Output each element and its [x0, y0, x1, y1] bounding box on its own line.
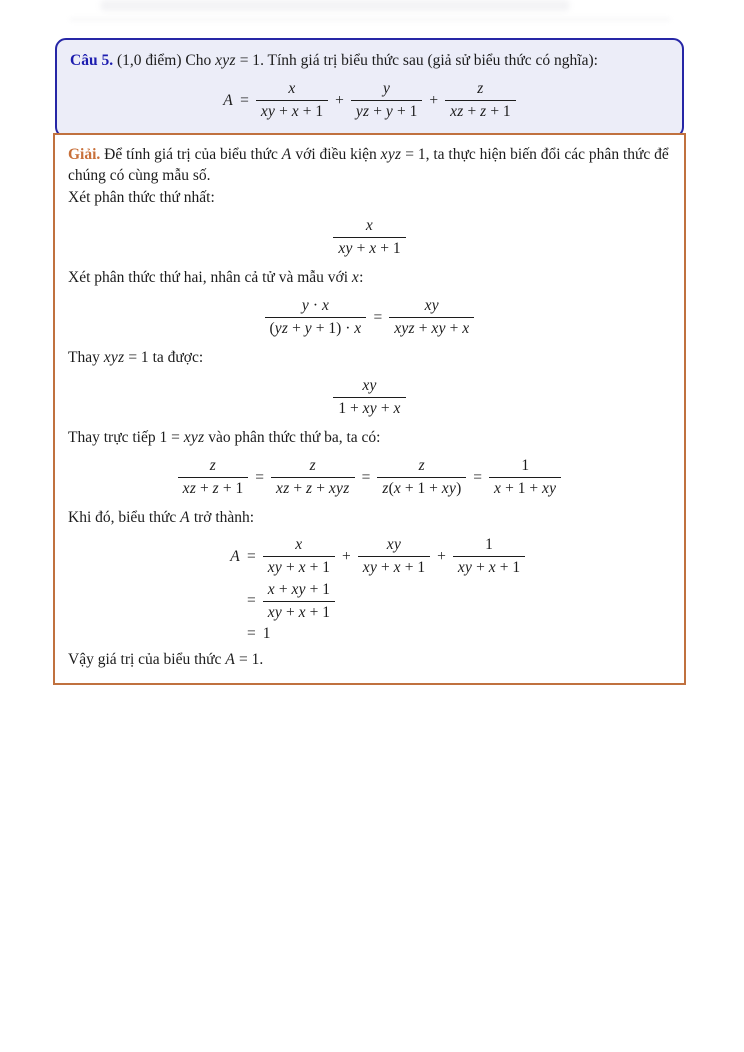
- equals-sign: =: [247, 547, 256, 565]
- fraction-denominator: xy + x + 1: [263, 601, 335, 622]
- equals-sign: =: [240, 91, 249, 109]
- fraction: [445, 80, 516, 121]
- plus-sign: +: [342, 547, 351, 565]
- faded-page-top-artifact-2: [70, 17, 670, 22]
- fraction: [256, 80, 328, 121]
- fraction-numerator: 1: [521, 457, 530, 475]
- problem-text-pre: (1,0 điểm) Cho: [113, 52, 216, 69]
- equals-sign: =: [473, 468, 483, 486]
- step1-text: Xét phân thức thứ nhất:: [68, 188, 215, 206]
- solution-text: :: [359, 268, 364, 286]
- fraction: [263, 581, 335, 622]
- fraction-denominator: xz + z + 1: [445, 100, 516, 121]
- equals-sign: =: [247, 625, 256, 643]
- step2-text: [68, 267, 671, 288]
- fraction: [489, 457, 561, 498]
- solution-text: Để tính giá trị của biểu thức: [100, 146, 282, 163]
- derivation-block: [226, 536, 671, 643]
- fraction-denominator: xy + x + 1: [333, 237, 405, 258]
- fraction-denominator: xz + z + xyz: [271, 477, 355, 498]
- fraction-numerator: z: [209, 457, 217, 475]
- fraction-denominator: xyz + xy + x: [389, 317, 474, 338]
- fraction-denominator: x + 1 + xy: [489, 477, 561, 498]
- fraction: [377, 457, 466, 498]
- inline-math-result: A = 1: [225, 651, 260, 669]
- fraction: [178, 457, 249, 498]
- equals-sign: =: [255, 468, 265, 486]
- fraction-numerator: x: [295, 536, 303, 554]
- solution-text: Xét phân thức thứ hai, nhân cả tử và mẫu với: [68, 268, 352, 286]
- fraction-denominator: xz + z + 1: [178, 477, 249, 498]
- fraction-numerator: z: [309, 457, 316, 475]
- step2-formula: [68, 297, 671, 338]
- fraction-denominator: xy + x + 1: [453, 556, 525, 577]
- fraction: [389, 297, 474, 338]
- derivation-result: 1: [262, 625, 271, 643]
- fraction-numerator: z: [418, 457, 425, 475]
- fraction-numerator: z: [477, 80, 484, 98]
- problem-label: Câu 5.: [70, 52, 114, 69]
- fraction-numerator: xy: [424, 297, 439, 315]
- plus-sign: +: [335, 91, 344, 109]
- equals-sign: =: [373, 308, 383, 326]
- fraction: [351, 80, 422, 121]
- fraction: [333, 217, 405, 258]
- fraction-numerator: y: [383, 80, 391, 98]
- fraction: [453, 536, 525, 577]
- plus-sign: +: [437, 547, 446, 565]
- step1-formula: [68, 217, 671, 258]
- fraction-numerator: xy: [362, 377, 377, 395]
- solution-text: , ta thực hiện biến đổi các phân thức để chúng có cùng mẫu số.: [68, 146, 669, 185]
- fraction-numerator: x: [365, 217, 374, 235]
- plus-sign: +: [429, 91, 439, 109]
- formula-lhs: A: [223, 91, 234, 109]
- fraction-numerator: xy: [386, 536, 402, 554]
- fraction-denominator: 1 + xy + x: [333, 397, 405, 418]
- solution-text: .: [259, 651, 264, 669]
- step3-formula: [68, 377, 671, 418]
- fraction-numerator: 1: [485, 536, 493, 554]
- fraction: [265, 297, 367, 338]
- step5-text: [68, 507, 671, 528]
- inline-math-condition: 1 = xyz: [159, 428, 205, 446]
- conclusion-text: [68, 649, 671, 670]
- derivation-row: [226, 625, 671, 643]
- fraction: [333, 377, 405, 418]
- fraction-numerator: x + xy + 1: [267, 580, 331, 598]
- equals-sign: =: [247, 592, 256, 610]
- step3-text: [68, 347, 671, 368]
- problem-formula: [70, 80, 669, 121]
- inline-math-A: A: [180, 508, 190, 526]
- derivation-lhs: A: [230, 547, 240, 565]
- fraction-denominator: xy + x + 1: [358, 556, 430, 577]
- solution-text: vào phân thức thứ ba, ta có:: [204, 428, 381, 446]
- faded-page-top-artifact: [100, 0, 570, 11]
- fraction-numerator: y · x: [301, 297, 330, 315]
- fraction-denominator: yz + y + 1: [351, 100, 422, 121]
- solution-text: trở thành:: [189, 508, 255, 526]
- step4-formula: [68, 457, 671, 498]
- fraction: [358, 536, 430, 577]
- problem-text-post: . Tính giá trị biểu thức sau (giả sử biểu thức có nghĩa):: [260, 52, 598, 69]
- inline-math-x: x: [351, 268, 360, 286]
- fraction: [263, 536, 335, 577]
- derivation-row: [226, 581, 671, 622]
- solution-intro: [68, 144, 671, 187]
- inline-math-condition: xyz = 1: [380, 146, 426, 163]
- inline-math-condition: xyz = 1: [215, 52, 261, 69]
- problem-statement: [70, 50, 669, 71]
- derivation-row: [226, 536, 671, 577]
- fraction-denominator: (yz + y + 1) · x: [265, 317, 367, 338]
- inline-math-condition: xyz = 1: [103, 348, 149, 366]
- equals-sign: =: [361, 468, 371, 486]
- solution-text: với điều kiện: [291, 146, 381, 163]
- solution-text: Vậy giá trị của biểu thức: [68, 651, 226, 669]
- fraction-denominator: xy + x + 1: [263, 556, 335, 577]
- solution-text: ta được:: [148, 348, 204, 366]
- solution-text: Khi đó, biểu thức: [68, 508, 181, 526]
- solution-text: Thay trực tiếp: [68, 428, 160, 446]
- step4-text: [68, 427, 671, 448]
- solution-box: [53, 133, 686, 685]
- fraction: [271, 457, 355, 498]
- inline-math-A: A: [281, 146, 292, 163]
- fraction-denominator: z(x + 1 + xy): [377, 477, 466, 498]
- problem-box: [55, 38, 684, 138]
- fraction-denominator: xy + x + 1: [256, 100, 328, 121]
- solution-text: Thay: [68, 348, 104, 366]
- solution-label: Giải.: [68, 146, 101, 163]
- fraction-numerator: x: [288, 80, 296, 98]
